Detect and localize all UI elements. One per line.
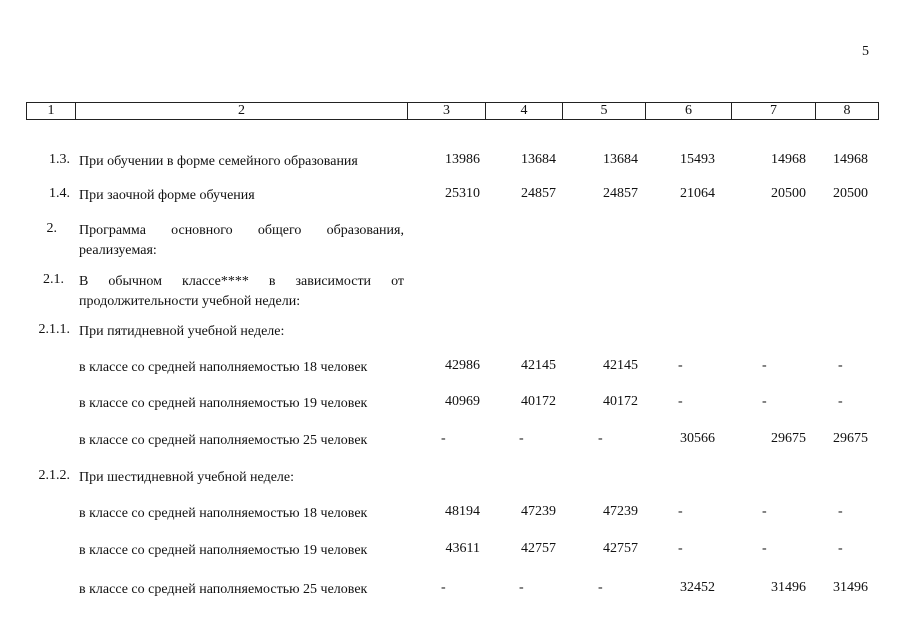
cell-col-6: 21064 [680,186,715,201]
cell-col-3: 13986 [445,152,480,167]
header-col-5: 5 [563,103,646,120]
cell-col-3: - [441,431,446,446]
cell-col-3: 48194 [445,504,480,519]
cell-col-3: 42986 [445,358,480,373]
row-number: 2. [46,221,57,236]
cell-col-3: 43611 [445,541,480,556]
header-col-1: 1 [27,103,76,120]
cell-col-8: - [838,504,843,519]
cell-col-7: - [762,504,767,519]
row-label: При пятидневной учебной неделе: [79,324,285,339]
cell-col-6: - [678,358,683,373]
cell-col-8: - [838,394,843,409]
cell-col-8: - [838,358,843,373]
page-number: 5 [862,44,869,59]
cell-col-5: 40172 [603,394,638,409]
row-label: в классе со средней наполняемостью 19 человек [79,396,368,411]
cell-col-4: 40172 [521,394,556,409]
cell-col-8: 31496 [833,580,868,595]
header-col-2: 2 [76,103,408,120]
cell-col-8: 29675 [833,431,868,446]
cell-col-6: - [678,504,683,519]
cell-col-7: - [762,541,767,556]
cell-col-3: 40969 [445,394,480,409]
row-label: При обучении в форме семейного образования [79,154,358,169]
cell-col-4: - [519,431,524,446]
cell-col-7: 31496 [771,580,806,595]
row-label: в классе со средней наполняемостью 25 человек [79,582,368,597]
cell-col-6: 30566 [680,431,715,446]
row-label: При шестидневной учебной неделе: [79,470,295,485]
cell-col-6: - [678,541,683,556]
row-number: 2.1.2. [38,468,70,483]
cell-col-7: - [762,358,767,373]
cell-col-5: 47239 [603,504,638,519]
cell-col-8: 14968 [833,152,868,167]
row-number: 1.4. [49,186,70,201]
cell-col-4: - [519,580,524,595]
header-col-8: 8 [816,103,879,120]
row-label: в классе со средней наполняемостью 18 человек [79,360,368,375]
cell-col-5: 42757 [603,541,638,556]
cell-col-6: 15493 [680,152,715,167]
cell-col-4: 13684 [521,152,556,167]
cell-col-4: 42145 [521,358,556,373]
cell-col-7: - [762,394,767,409]
header-col-3: 3 [408,103,486,120]
cell-col-4: 24857 [521,186,556,201]
cell-col-5: 13684 [603,152,638,167]
row-label: в классе со средней наполняемостью 18 человек [79,506,368,521]
row-number: 2.1.1. [38,322,70,337]
cell-col-7: 14968 [771,152,806,167]
header-col-4: 4 [486,103,563,120]
row-number: 1.3. [49,152,70,167]
cell-col-5: 42145 [603,358,638,373]
cell-col-8: - [838,541,843,556]
cell-col-5: - [598,580,603,595]
row-label: в классе со средней наполняемостью 19 человек [79,543,368,558]
cell-col-6: 32452 [680,580,715,595]
row-label: В обычном классе**** в зависимости от продолжительности учебной недели: [79,274,404,309]
row-label: Программа основного общего образования, реализуемая: [79,223,404,258]
cell-col-3: 25310 [445,186,480,201]
cell-col-4: 47239 [521,504,556,519]
cell-col-6: - [678,394,683,409]
cell-col-7: 29675 [771,431,806,446]
header-col-6: 6 [646,103,732,120]
cell-col-7: 20500 [771,186,806,201]
cell-col-3: - [441,580,446,595]
cell-col-4: 42757 [521,541,556,556]
cell-col-5: 24857 [603,186,638,201]
row-label: в классе со средней наполняемостью 25 человек [79,433,368,448]
cell-col-8: 20500 [833,186,868,201]
row-label: При заочной форме обучения [79,188,255,203]
cell-col-5: - [598,431,603,446]
header-col-7: 7 [732,103,816,120]
row-number: 2.1. [43,272,64,287]
